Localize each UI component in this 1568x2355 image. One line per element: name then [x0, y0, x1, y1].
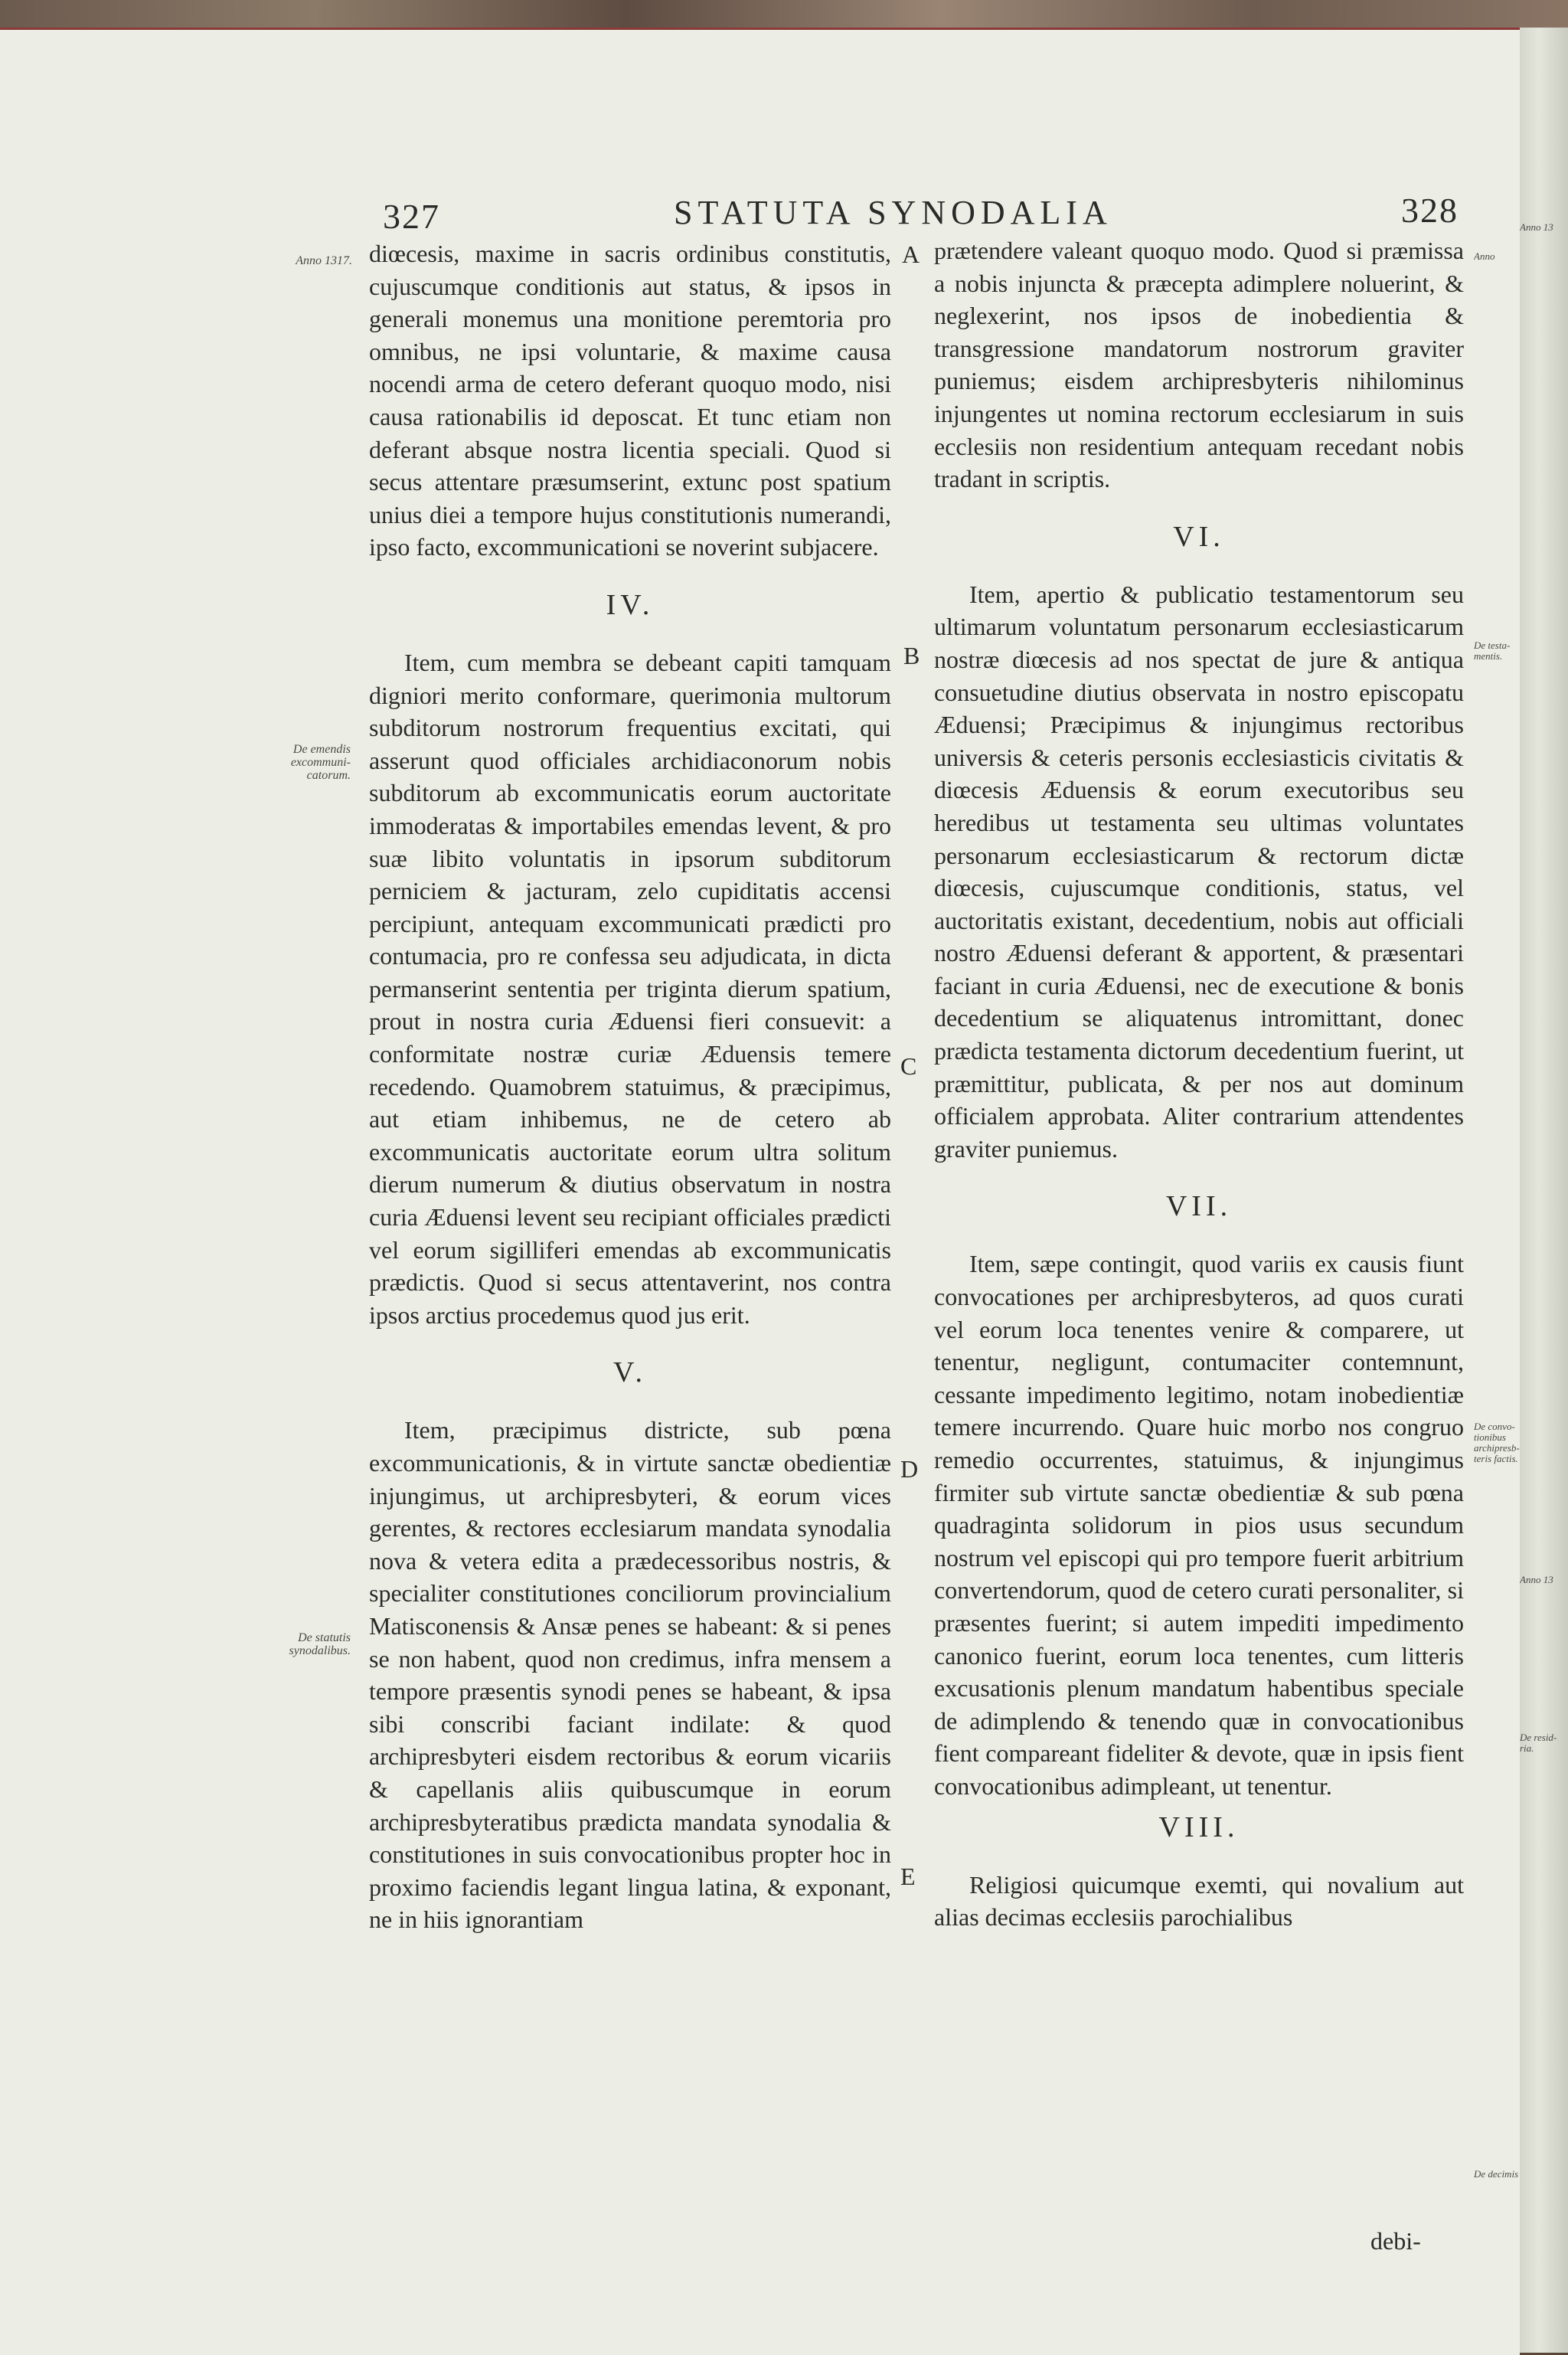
section-v-paragraph: Item, præcipimus districte, sub pœna excommunicationis, & in virtute sanctæ obedientiæ injungimus, ut archipresbyteri, & eorum vices gerentes, & rectores ecclesiarum mandata synodalia nova & vetera edita a prædecessoribus nostris, & specialiter constitutiones conciliorum provincialium Matisconensis & Ansæ penes se habeant: & si penes se non habent, quod non credimus, infra mensem a tempore præsentis synodi penes se habeant, & ipsa sibi conscribi faciant indilate: & quod archipresbyteri eisdem rectoribus & eorum vicariis & capellanis aliis quibuscumque in eorum archipresbyteratibus prædicta mandata synodalia & constitutiones in suis convocationibus propter hoc in proximo faciendis legant lingua latina, & exponant, ne in hiis ignorantiam: [369, 1416, 891, 1934]
section-heading-iv: IV.: [606, 588, 655, 621]
section-heading-vii: VII.: [1165, 1190, 1233, 1223]
page-number-left: 327: [383, 197, 440, 236]
catchword: debi-: [1370, 2227, 1421, 2255]
margin-note-anno: Anno 1317.: [296, 254, 352, 267]
section-vi-paragraph: Item, apertio & publicatio testamentorum seu ultimarum voluntatum personarum ecclesiasticarum nostræ diœcesis ad nos spectat de jure & antiqua consuetudine diutius observata in nostro episcopatu Æduensi; Præcipimus & injungimus rectoribus universis & ceteris personis ecclesiasticis civitatis & diœcesis Æduensis & eorum executoribus seu heredibus ut testamenta seu ultimas voluntates personarum ecclesiasticarum & rectorum dictæ diœcesis, cujuscumque conditionis, status, vel auctoritatis existant, decedentium, nobis aut officiali nostro Æduensi deferant & apportent, & præsentari faciant in curia Æduensi, nec de executione & bonis decedentium se aliquatenus intromittant, donec prædicta testamenta dictorum decedentium fuerint, ut præmittitur, publicata, & per nos aut dominum officialem approbata. Aliter contrarium attendentes graviter puniemus.: [934, 580, 1464, 1163]
marker-e: E: [900, 1863, 916, 1890]
margin-note-testamentis: De testa-mentis.: [1474, 640, 1511, 662]
margin-note-convocationibus: De convo-tionibus archipresb-teris factis.: [1474, 1421, 1520, 1464]
running-head: [0, 190, 1520, 236]
marker-c: C: [900, 1052, 917, 1080]
margin-note-statutis: De statutis synodalibus.: [289, 1631, 351, 1657]
section-iv-paragraph: Item, cum membra se debeant capiti tamquam digniori merito conformare, querimonia multorum subditorum nostrorum frequentius excitati, qui asserunt quod officiales archidiaconorum nobis subditorum ab excommunicatis eorum auctoritate immoderatas & importabiles emendas levent, & pro suæ libito voluntatis in ipsorum subditorum perniciem & jacturam, zelo cupiditatis accensi percipiunt, antequam excommunicati prædicti pro contumacia, pro re confessa seu adjudicata, in dicta permanserint sententia per triginta dierum spatium, prout in nostra curia Æduensi fieri consuevit: a conformitate nostræ curiæ Æduensis temere recedendo. Quamobrem statuimus, & præcipimus, aut etiam inhibemus, ne de cetero ab excommunicatis auctoritate eorum ultra solitum dierum numerum & diutius observatum in nostra curia Æduensi levent seu recipiant officiales prædicti vel eorum sigilliferi emendas ab excommunicatis prædictis. Quod si secus attentaverint, nos contra ipsos arctius procedemus quod jus erit.: [369, 648, 891, 1329]
running-title: STATUTA SYNODALIA: [674, 194, 1112, 231]
margin-note-emendis: De emendis excommuni-catorum.: [290, 743, 351, 782]
right-column: [934, 234, 1464, 1934]
section-vii-paragraph: Item, sæpe contingit, quod variis ex causis fiunt convocationes per archipresbyteros, ad quos curati vel eorum loca tenentes venire & comparere, ut tenentur, negligunt, contumaciter contemnunt, cessante impedimento legitimo, notam inobedientiæ temere incurrendo. Quare huic morbo nos congruo remedio occurrentes, statuimus, & injungimus firmiter sub virtute sanctæ obedientiæ & sub pœna quadraginta solidorum in pios usus secundum nostrum vel episcopi qui pro tempore fuerit arbitrium convertendorum, quod de cetero curati personaliter, si præsentes fuerint; si autem impediti impedimento canonico fuerint, eorum loca tenentes, cum litteris excusationis plenum mandatum habentibus speciale de adimplendo & tenendo quæ in convocationibus fient compareant fideliter & devote, quæ in ipsis fient convocationibus adimpleant, ut tenentur.: [934, 1250, 1464, 1800]
left-intro-paragraph: diœcesis, maxime in sacris ordinibus constitutis, cujuscumque conditionis aut status, & ipsos in generali monemus una monitione peremtoria pro omnibus, ne ipsi voluntarie, & maxime causa nocendi arma de cetero deferant quoquo modo, nisi causa rationabilis id deposcat. Et tunc etiam non deferant absque nostra licentia speciali. Quod si secus attentare præsumserint, extunc post spatium unius diei a tempore hujus constitutionis numerandi, ipso facto, excommunicationi se noverint subjacere.: [369, 240, 891, 561]
margin-note-anno-mid: Anno 13: [1520, 1575, 1553, 1585]
section-heading-viii: VIII.: [1158, 1810, 1240, 1843]
margin-note-anno-top2: Anno: [1474, 251, 1495, 262]
section-heading-v: V.: [612, 1356, 648, 1389]
facing-page-edge: [1520, 28, 1568, 2353]
marker-d: D: [900, 1455, 919, 1483]
margin-note-anno-top: Anno 13: [1520, 222, 1553, 233]
margin-note-resid: De resid-ria.: [1520, 1732, 1557, 1754]
left-column: [369, 237, 891, 1936]
page-number-right: 328: [1401, 191, 1459, 230]
book-cover-fabric: [0, 0, 1568, 31]
right-intro-paragraph: prætendere valeant quoquo modo. Quod si præmissa a nobis injuncta & præcepta adimplere noluerint, & neglexerint, nos ipsos de inobedientia & transgressione mandatorum nostrorum graviter puniemus; eisdem archipresbyteris nihilominus injungentes ut nomina rectorum ecclesiarum in suis ecclesiis non residentium antequam recedant nobis tradant in scriptis.: [934, 237, 1464, 493]
section-viii-paragraph: Religiosi quicumque exemti, qui novalium aut alias decimas ecclesiis parochialibus: [934, 1870, 1464, 1931]
marker-a: A: [902, 240, 920, 268]
section-heading-vi: VI.: [1173, 520, 1225, 553]
marker-b: B: [903, 642, 920, 669]
margin-note-decimis: De decimis: [1474, 2169, 1519, 2180]
